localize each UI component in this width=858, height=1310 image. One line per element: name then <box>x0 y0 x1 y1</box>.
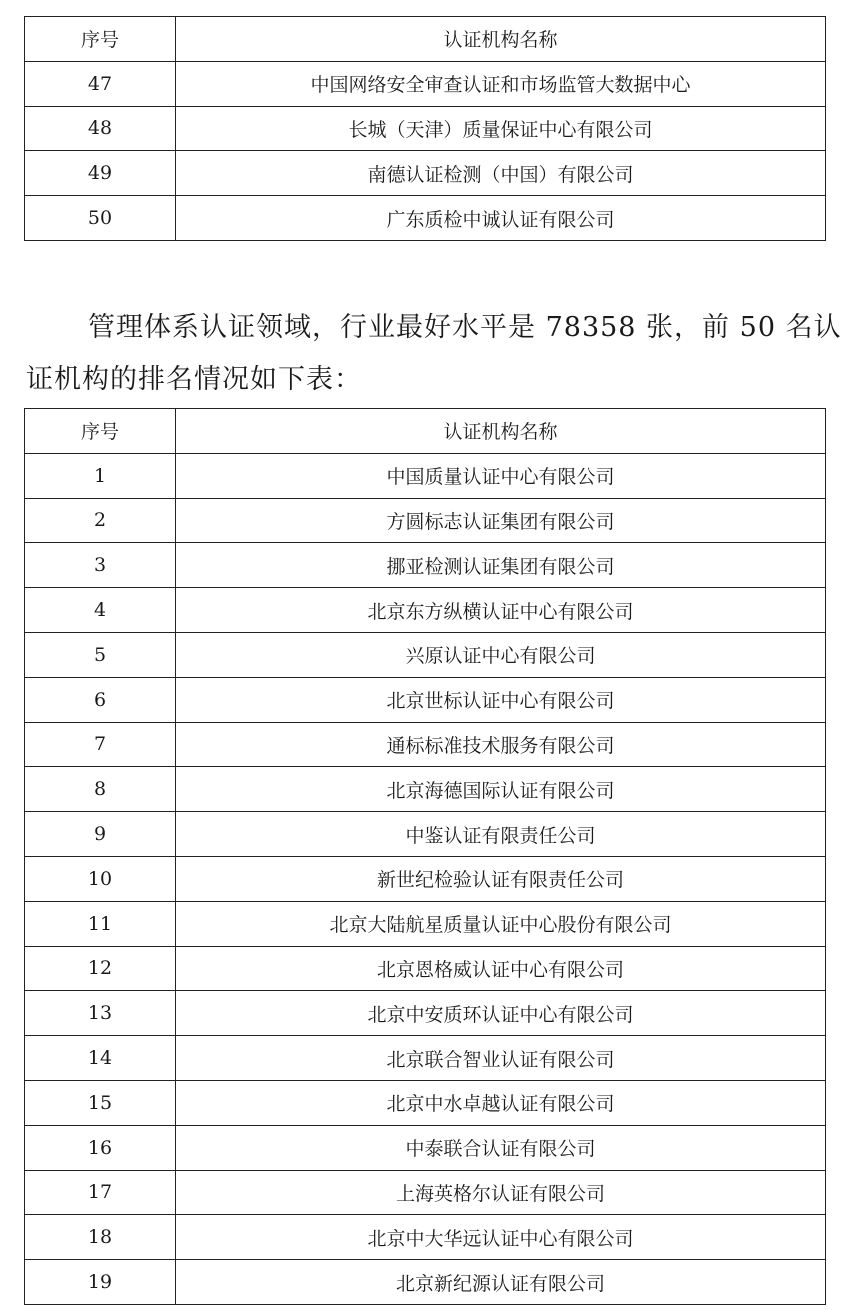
row-institution-name: 上海英格尔认证有限公司 <box>176 1170 826 1215</box>
row-institution-name: 挪亚检测认证集团有限公司 <box>176 543 826 588</box>
table-row <box>25 946 826 991</box>
table-row <box>25 543 826 588</box>
row-number: 17 <box>25 1170 176 1215</box>
table-row <box>25 196 826 241</box>
header-number: 序号 <box>25 409 176 454</box>
row-number: 48 <box>25 106 176 151</box>
row-number: 10 <box>25 856 176 901</box>
row-number: 13 <box>25 991 176 1036</box>
body-paragraph: 管理体系认证领域，行业最好水平是 78358 张，前 50 名认证机构的排名情况如下表： <box>26 312 842 395</box>
row-number: 8 <box>25 767 176 812</box>
row-institution-name: 中国质量认证中心有限公司 <box>176 453 826 498</box>
table-row <box>25 1260 826 1305</box>
row-institution-name: 北京中安质环认证中心有限公司 <box>176 991 826 1036</box>
row-institution-name: 北京联合智业认证有限公司 <box>176 1036 826 1081</box>
header-institution-name: 认证机构名称 <box>176 409 826 454</box>
row-number: 18 <box>25 1215 176 1260</box>
row-institution-name: 北京中水卓越认证有限公司 <box>176 1080 826 1125</box>
row-institution-name: 北京海德国际认证有限公司 <box>176 767 826 812</box>
table-header-row <box>25 409 826 454</box>
row-number: 47 <box>25 61 176 106</box>
row-institution-name: 北京新纪源认证有限公司 <box>176 1260 826 1305</box>
row-number: 5 <box>25 632 176 677</box>
row-number: 6 <box>25 677 176 722</box>
row-institution-name: 通标标准技术服务有限公司 <box>176 722 826 767</box>
table-row <box>25 1170 826 1215</box>
row-number: 1 <box>25 453 176 498</box>
table-header-row <box>25 17 826 62</box>
row-number: 11 <box>25 901 176 946</box>
row-institution-name: 新世纪检验认证有限责任公司 <box>176 856 826 901</box>
row-institution-name: 北京大陆航星质量认证中心股份有限公司 <box>176 901 826 946</box>
ranking-table-continued <box>24 16 826 241</box>
table-row <box>25 677 826 722</box>
row-number: 15 <box>25 1080 176 1125</box>
row-institution-name: 北京世标认证中心有限公司 <box>176 677 826 722</box>
table-row <box>25 588 826 633</box>
table-row <box>25 453 826 498</box>
row-number: 4 <box>25 588 176 633</box>
row-number: 49 <box>25 151 176 196</box>
table-row <box>25 856 826 901</box>
table-row <box>25 1125 826 1170</box>
row-institution-name: 中泰联合认证有限公司 <box>176 1125 826 1170</box>
table-row <box>25 1036 826 1081</box>
table-row <box>25 722 826 767</box>
row-institution-name: 广东质检中诚认证有限公司 <box>176 196 826 241</box>
row-number: 12 <box>25 946 176 991</box>
row-number: 14 <box>25 1036 176 1081</box>
row-number: 2 <box>25 498 176 543</box>
row-number: 19 <box>25 1260 176 1305</box>
table-row <box>25 901 826 946</box>
row-institution-name: 长城（天津）质量保证中心有限公司 <box>176 106 826 151</box>
row-institution-name: 北京中大华远认证中心有限公司 <box>176 1215 826 1260</box>
table-row <box>25 106 826 151</box>
row-number: 3 <box>25 543 176 588</box>
row-institution-name: 北京恩格威认证中心有限公司 <box>176 946 826 991</box>
row-number: 50 <box>25 196 176 241</box>
ranking-table-management-system <box>24 408 826 1305</box>
table-row <box>25 61 826 106</box>
row-number: 9 <box>25 812 176 857</box>
row-institution-name: 方圆标志认证集团有限公司 <box>176 498 826 543</box>
table-row <box>25 498 826 543</box>
header-institution-name: 认证机构名称 <box>176 17 826 62</box>
table-row <box>25 151 826 196</box>
row-number: 7 <box>25 722 176 767</box>
table-row <box>25 767 826 812</box>
table-row <box>25 1080 826 1125</box>
table-row <box>25 991 826 1036</box>
table-row <box>25 1215 826 1260</box>
row-institution-name: 中鉴认证有限责任公司 <box>176 812 826 857</box>
header-number: 序号 <box>25 17 176 62</box>
row-institution-name: 南德认证检测（中国）有限公司 <box>176 151 826 196</box>
row-institution-name: 兴原认证中心有限公司 <box>176 632 826 677</box>
table-row <box>25 632 826 677</box>
table-row <box>25 812 826 857</box>
row-number: 16 <box>25 1125 176 1170</box>
row-institution-name: 北京东方纵横认证中心有限公司 <box>176 588 826 633</box>
row-institution-name: 中国网络安全审查认证和市场监管大数据中心 <box>176 61 826 106</box>
